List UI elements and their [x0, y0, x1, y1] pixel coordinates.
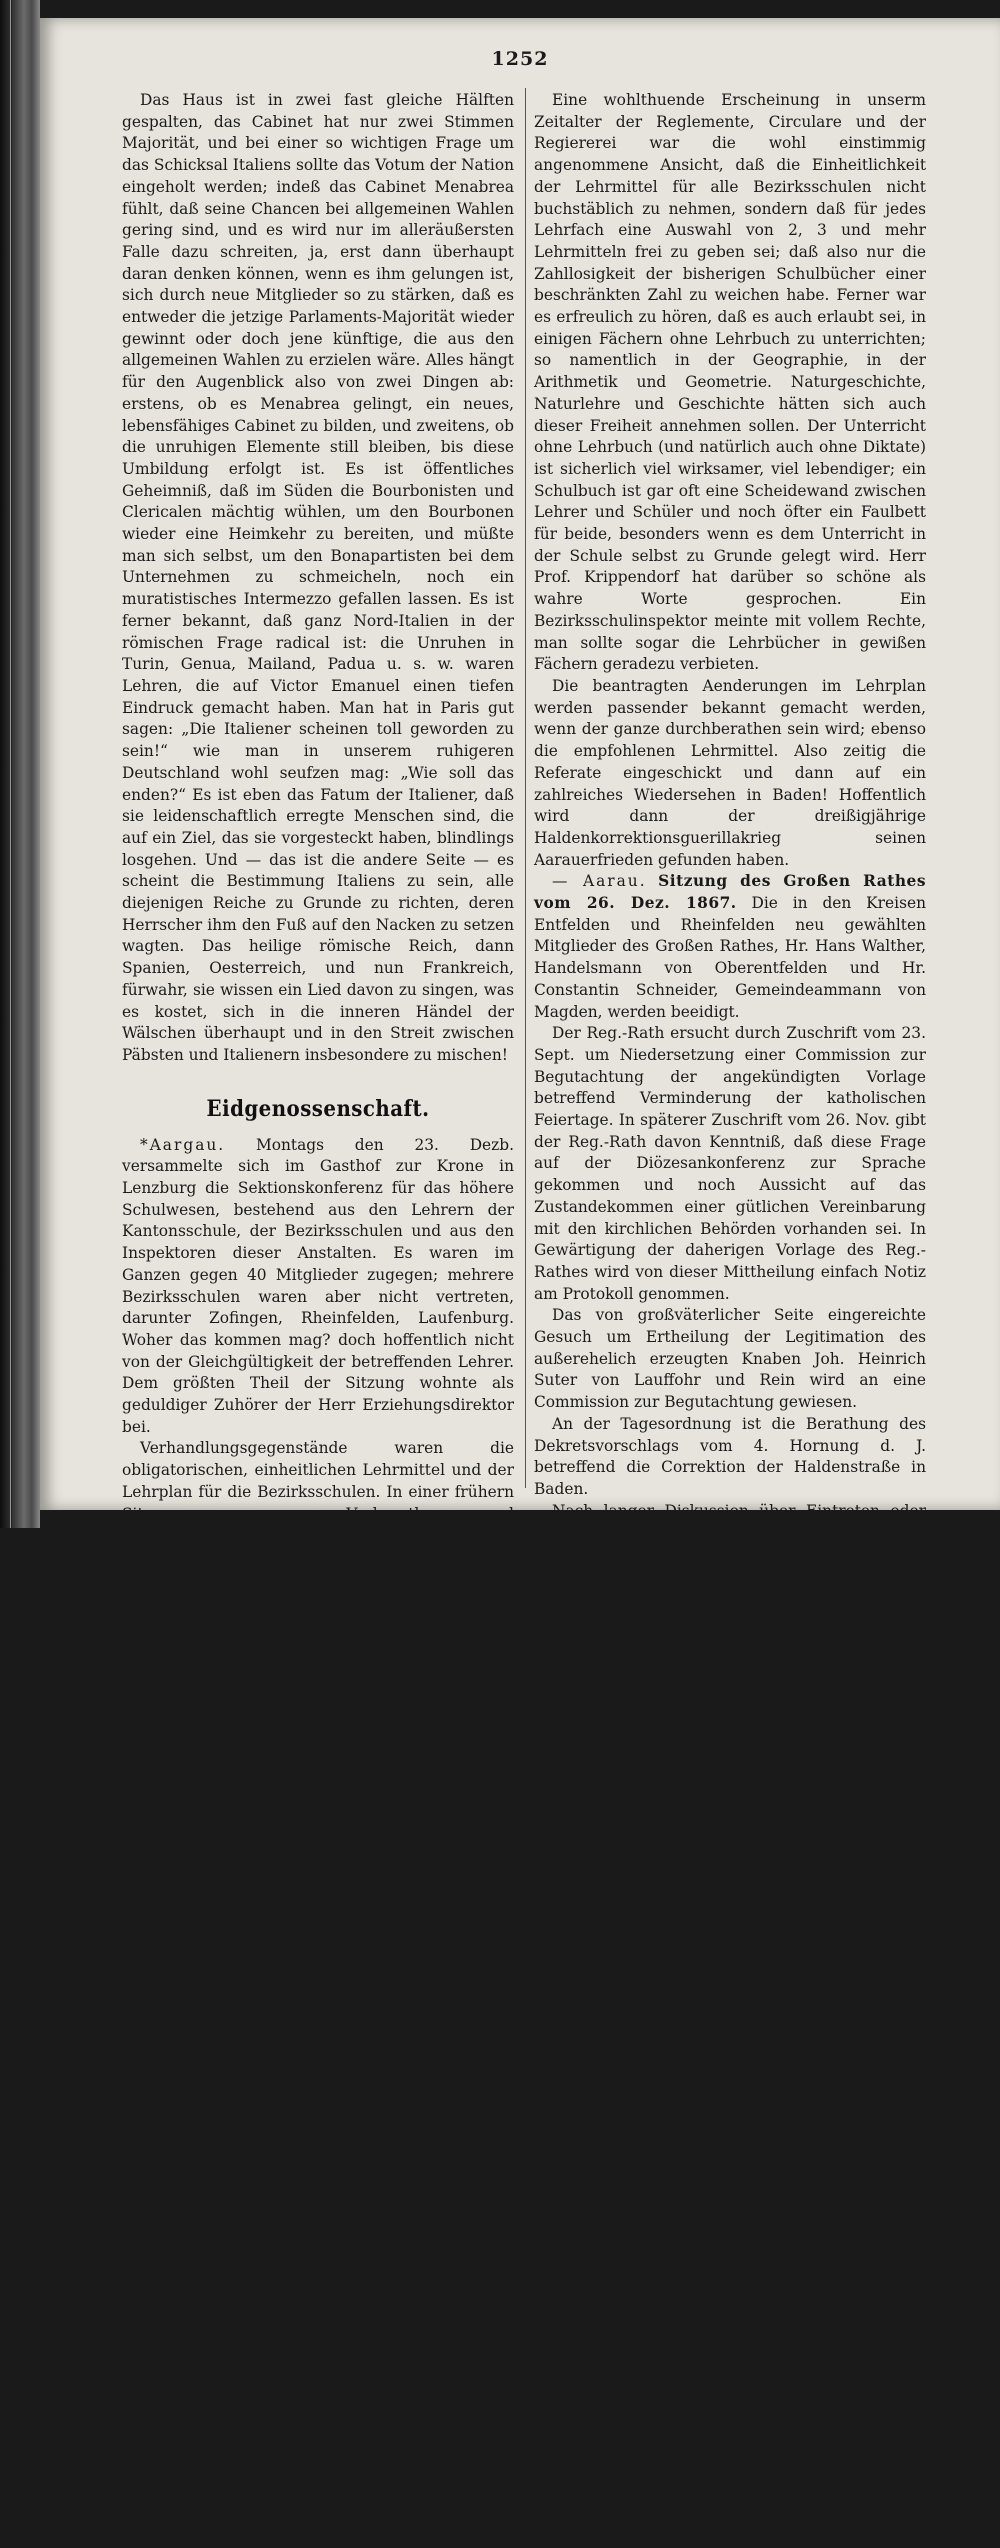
aargau-conference-paragraph-3: Die Diskussion war oft sehr lebendig; die Geister mit ihren oft diametral entgegengesetzten Ansichten platzten ziemlich parlamentarisch oder vielmehr, wie man jetzt sagen darf, recht parlamentarisch aufeinander. Aber der sichere Takt und die Gewandtheit des Präsidenten ließ es nie zum Wirrwar kommen; und wenn die Diskussion zu lang werden wollte, tönte von allen Seiten der Mahnruf: Schluß. — [122, 2025, 514, 2218]
grand-council-paragraph-4: An der Tagesordnung ist die Berathung des Dekretsvorschlags vom 4. Hornung d. J. betreffend die Correktion der Haldenstraße in Baden. — [534, 1414, 926, 1498]
grand-council-dateline: — Aarau. — [552, 872, 647, 891]
grand-council-text-1: Die in den Kreisen Entfelden und Rheinfelden neu gewählten Mitglieder des Großen Rathes, Hr. Hans Walther, Handelsmann von Oberentfelden und Hr. Constantin Schneider, Gemeindeammann von Magden, werden beeidigt. — [534, 894, 926, 1021]
aargau-conference-paragraph-4: Nach den Verhandlungen erquickte ein Essen, wie es Schulmeistern selten zu Theil wird, den hungrigen Magen und den ermatteten Geist. Trotzdem die Zähne sich wacker bethätigten, fanden doch die Zungen noch Zeit, einige Toaste auszubringen; der Präsident fand dabei seine verdiente Anerkennung für seine gewandte Leitung und auch der künftigen Frau Präsidentin wurde freundlichst gedacht. — [122, 2220, 514, 2413]
grand-council-paragraph-5: Nach langer Diskussion über Eintreten oder Nichteintreten wird das Letztere in dem Sinne beschlossen, daß die ganze Vorlage zur nochmaligen einläßlichen Prüfung an den Reg.-Rath zurückgewiesen wird. — [534, 1501, 926, 1607]
left-column — [122, 90, 514, 2413]
government-council-paragraph-3: Der Gemeinderath von Oftringen hat Namens der dortigen Gemeinde das Ansuchen gestellt, es möchten die Kosten für die projektirten Staatsbauten, als Irren- und Krankenanstalt nicht durch Staatssteuern, sondern durch Creirung eines zurückzahlbaren Anleihens gedeckt werden. Hievon wird der Staatsrechnungskommission Kenntniß gegeben mit dem Beifügen, daß der R.-Rath im Grundsatz mit dieser Ansicht einverstanden sei; daß aber, wenn der jährlich in's Budget für diese Hochbauten aufgenommene Ansatz von Fr. 150,000 noch drei Jahre beibehalten werde, dann wenigstens die Irrenanstalt mit dem vorhandenen Baufond und mit der Summe, welche der Staat aus den überschießenden Dividenden der Bank erhalte, bezahlt werden könne. Uebrigens würden, wenn jetzt schon ein Anleihen aufgenommen würde, die Fr. 150,000 für dessen Amortisation dennoch nothwendig sein. — [534, 1854, 926, 2286]
aargau-conference-paragraph-1 — [122, 1135, 514, 1439]
grand-council-rubric: Sitzung des Großen Rathes vom 26. Dez. 1867. — [534, 872, 926, 913]
curriculum-changes-paragraph: Die beantragten Aenderungen im Lehrplan werden passender bekannt gemacht werden, wenn der ganze durchberathen sein wird; ebenso die empfohlenen Lehrmittel. Also zeitig die Referate eingeschickt und dann auf ein zahlreiches Wiedersehen in Baden! Hoffentlich wird dann der dreißigjährige Haldenkorrektionsguerillakrieg seinen Aarauerfrieden gefunden haben. — [534, 676, 926, 869]
newspaper-page — [40, 18, 1000, 2546]
right-column — [534, 90, 926, 2546]
aargau-conference-text-1: Montags den 23. Dezb. versammelte sich im Gasthof zur Krone in Lenzburg die Sektionskonferenz für das höhere Schulwesen, bestehend aus den Lehrern der Kantonsschule, der Bezirksschulen und aus den Inspektoren dieser Anstalten. Es waren im Ganzen gegen 40 Mitglieder zugegen; mehrere Bezirksschulen waren aber nicht vertreten, darunter Zofingen, Rheinfelden, Laufenburg. Woher das kommen mag? doch hoffentlich nicht von der Gleichgültigkeit der betreffenden Lehrer. Dem größten Theil der Sitzung wohnte als geduldiger Zuhörer der Herr Erziehungsdirektor bei. — [122, 1135, 514, 1436]
column-divider — [525, 88, 526, 1488]
government-council-paragraph-4: Auf eine bezügliche Anregung der aarg. historischen Gesellschaft werden die in Königsfelden befindlichen Antiquitäten mit Ausnahme der Münzen, welche der allgem. Münzsammlung in Aarau einverleibt sind, der historischen Gesellschaft zur Ordnung und zur einstweiligen systematischen Aufstellung in ihrem Lokale für die antiquarischen Sammlungen übergeben. Die Inschriftensteine sollen einstweilen in sicherer Verwahrung in Königsfelden bleiben und deren weitere Placirung vorbehalten sein. — [534, 2289, 926, 2546]
aargau-conference-paragraph-2: Verhandlungsgegenstände waren die obligatorischen, einheitlichen Lehrmittel und der Lehrplan für die Bezirksschulen. In einer frühern Sitzung waren zur Vorberathung und Antragstellung eilf Commissionen ernannt worden, welche an den Vorstand (Prof. Hunziker, Präsident; Straub in Baden, Vizepräsident; Hürbin in Muri, Aktuar) Referate einzugeben hatten. Aber trotz der langen Frist waren lange nicht alle Referate eingetroffen, woraus man sieht, daß nicht nur Bezirks- und Kantonsschüler und Behörden sich auf Langsamkeit und Unpünktlichkeit verstehen, sondern auch andere Menschenkinder. Den Saumseligen ist nun eine letzte Frist von sechs Wochen gestattet worden, was sie sich merken mögen. Behandelt wurden nur drei Referate, welche das Französische, Englische und Italienische; Geographie und Geschichte; Mathematik (Geometrie und Arithmetik) betrafen. Die andern wurden auf die nächste Sitzung (März, Baden) verschoben. Mehr konnte nicht verhandelt werden, denn die genannten Referate nahmen die ganze Zeit von 11 bis 3½ Uhr in Anspruch, trotzdem daß keine einzige lange — langweilige Expektoration gehalten wurde, sondern Jeder seine Meinung kurz und bündig, oft recht drastisch äußerte. — [122, 1439, 514, 2022]
section-heading-eidgenossenschaft: Eidgenossenschaft. — [206, 1095, 430, 1122]
grand-council-paragraph-3: Das von großväterlicher Seite eingereichte Gesuch um Ertheilung der Legitimation des außerehelich erzeugten Knaben Joh. Heinrich Suter von Lauffohr und Rein wird an eine Commission zur Begutachtung gewiesen. — [534, 1306, 926, 1412]
book-binding-edge — [0, 0, 40, 1528]
government-council-dateline: — Aarau. — [552, 1616, 643, 1635]
government-council-paragraph-2: Dem Hrn. Oberrichter Stäuble in Magden wird die nachgesuchte Entlassung als Mitglied der der Direktion des Innern beigegebenen Kommission für das Gemeindeverwaltungswesen sowie der Bezirkssteuerkommissionen von Laufenburg u. Rheinfelden ertheilt. — [534, 1724, 926, 1852]
grand-council-paragraph-2: Der Reg.-Rath ersucht durch Zuschrift vom 23. Sept. um Niedersetzung einer Commission zur Begutachtung der angekündigten Vorlage betreffend Verminderung der katholischen Feiertage. In späterer Zuschrift vom 26. Nov. gibt der Reg.-Rath davon Kenntniß, daß diese Frage auf der Diözesankonferenz zur Sprache gekommen und noch Aussicht auf das Zustandekommen einer gütlichen Vereinbarung mit den kirchlichen Behörden vorhanden sei. In Gewärtigung der daherigen Vorlage des Reg.-Rathes wird von dieser Mittheilung einfach Notiz am Protokoll genommen. — [534, 1024, 926, 1303]
government-council-paragraph-1 — [534, 1615, 926, 1724]
textbook-freedom-paragraph: Eine wohlthuende Erscheinung in unserm Zeitalter der Reglemente, Circulare und der Regiererei war die wohl einstimmig angenommene Ansicht, daß die Einheitlichkeit der Lehrmittel für alle Bezirksschulen nicht buchstäblich zu nehmen, sondern daß für jedes Lehrfach eine Auswahl von 2, 3 und mehr Lehrmitteln frei zu geben sei; daß also nur die Zahllosigkeit der bisherigen Schulbücher einer beschränkten Zahl zu weichen habe. Ferner war es erfreulich zu hören, daß es auch erlaubt sei, in einigen Fächern ohne Lehrbuch zu unterrichten; so namentlich in der Geographie, in der Arithmetik und Geometrie. Naturgeschichte, Naturlehre und Geschichte hätten sich auch dieser Freiheit annehmen sollen. Der Unterricht ohne Lehrbuch (und natürlich auch ohne Diktate) ist sicherlich viel wirksamer, viel lebendiger; ein Schulbuch ist gar oft eine Scheidewand zwischen Lehrer und Schüler und noch öfter ein Faulbett für beide, besonders wenn es dem Unterricht in der Schule selbst zu Grunde gelegt wird. Herr Prof. Krippendorf hat darüber so schöne als wahre Worte gesprochen. Ein Bezirksschulinspektor meinte mit vollem Rechte, man sollte sogar die Lehrbücher in gewißen Fächern geradezu verbieten. — [534, 91, 926, 674]
page-number: 1252 — [491, 48, 549, 70]
italy-politics-paragraph: Das Haus ist in zwei fast gleiche Hälften gespalten, das Cabinet hat nur zwei Stimmen Majorität, und bei einer so wichtigen Frage um das Schicksal Italiens sollte das Votum der Nation eingeholt werden; indeß das Cabinet Menabrea fühlt, daß seine Chancen bei allgemeinen Wahlen gering sind, und es wird nur im alleräußersten Falle dazu schreiten, ja, erst dann überhaupt daran denken können, wenn es ihm gelungen ist, sich durch neue Mitglieder so zu stärken, daß es entweder die jetzige Parlaments-Majorität wieder gewinnt oder doch jene künftige, die aus den allgemeinen Wahlen zu erzielen wäre. Alles hängt für den Augenblick also von zwei Dingen ab: erstens, ob es Menabrea gelingt, ein neues, lebensfähiges Cabinet zu bilden, und zweitens, ob die unruhigen Elemente still bleiben, bis diese Umbildung erfolgt ist. Es ist öffentliches Geheimniß, daß im Süden die Bourbonisten und Clericalen mächtig wühlen, um den Bourbonen wieder eine Heimkehr zu bereiten, und müßte man sich selbst, um den Bonapartisten bei dem Unternehmen zu schmeicheln, noch ein muratistisches Intermezzo gefallen lassen. Es ist ferner bekannt, daß ganz Nord-Italien in der römischen Frage radical ist: die Unruhen in Turin, Genua, Mailand, Padua u. s. w. waren Lehren, die auf Victor Emanuel einen tiefen Eindruck gemacht haben. Man hat in Paris gut sagen: „Die Italiener scheinen toll geworden zu sein!“ wie man in unserem ruhigeren Deutschland wohl seufzen mag: „Wie soll das enden?“ Es ist eben das Fatum der Italiener, daß sie leidenschaftlich erregte Menschen sind, die auf ein Ziel, das sie vorgesteckt haben, blindlings losgehen. Und — das ist die andere Seite — es scheint die Bestimmung Italiens zu sein, alle diejenigen Reiche zu Grunde zu richten, deren Herrscher ihm den Fuß auf den Nacken zu setzen wagten. Das heilige römische Reich, dann Spanien, Oesterreich, und nun Frankreich, fürwahr, sie wissen ein Lied davon zu singen, was es kostet, sich in die inneren Händel der Wälschen überhaupt und in den Streit zwischen Päbsten und Italienern insbesondere zu mischen! — [122, 91, 514, 1064]
aargau-dateline: *Aargau. — [140, 1135, 226, 1154]
government-council-text-1: Aus den Verhandlungen des Reg.-Rathes vom 26. Dezbr. Der durch die Kirchgemeinde getroffenen Wahl des Hrn. Bisiger von Einsiedeln zum prov. Frühmesser in Auw wird die Genehmigung ertheilt. — [534, 1616, 926, 1722]
grand-council-session-paragraph-1 — [534, 871, 926, 1023]
